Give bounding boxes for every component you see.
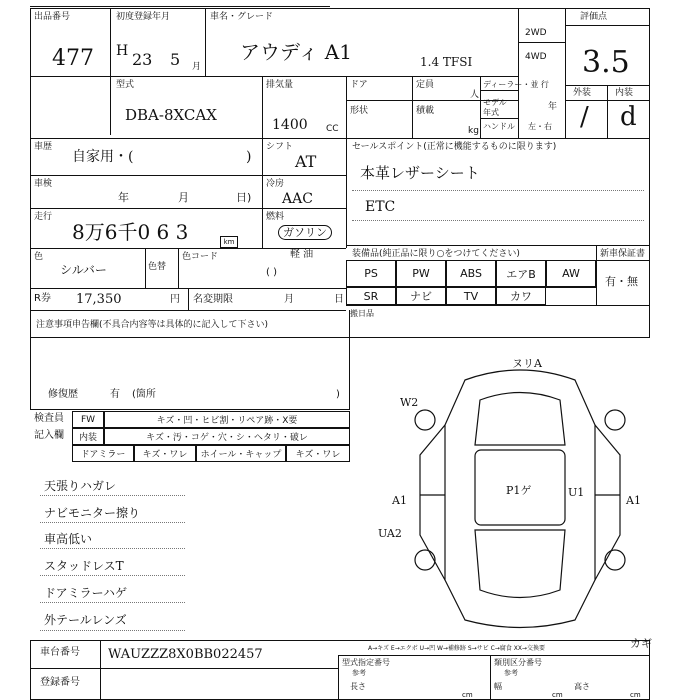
- repair-paren: (箇所: [132, 389, 156, 400]
- repair-close: ): [336, 389, 340, 400]
- name-change-day: 日: [334, 294, 344, 305]
- score-label: 評価点: [580, 12, 608, 22]
- form-cert-sub: 参考: [352, 669, 366, 677]
- remark-2: ナビモニター擦り: [44, 506, 141, 520]
- usage-close: ): [246, 149, 252, 165]
- ac-label: 冷房: [266, 179, 285, 189]
- remark-5: ドアミラーハゲ: [44, 586, 128, 600]
- model-label: 型式: [116, 80, 135, 90]
- repair-has: 有: [110, 389, 120, 400]
- dealer-label: ディーラー・並 行: [483, 80, 549, 89]
- equipment-4: AW: [546, 260, 596, 287]
- diag-label-7: UA2: [378, 527, 402, 540]
- recycle-unit: 円: [170, 294, 180, 305]
- inspection-month: 月: [178, 191, 189, 204]
- length-label: 長さ: [350, 682, 366, 691]
- capacity-unit: 人: [470, 90, 480, 100]
- recycle-label: R券: [34, 293, 51, 304]
- handle-value: 左・右: [528, 122, 552, 131]
- name-change-label: 名変期限: [193, 294, 233, 305]
- model-value: DBA-8XCAX: [125, 106, 217, 124]
- chassis-label: 車台番号: [40, 647, 80, 658]
- score-int: d: [620, 102, 637, 132]
- fuel-alt: 軽 油: [290, 249, 314, 260]
- mileage-unit: km: [220, 236, 238, 248]
- vehicle-label: 車名・グレード: [210, 12, 274, 22]
- check-row2-value: キズ・汚・コゲ・穴・シ・ヘタリ・破レ: [104, 428, 350, 445]
- score-ext-label: 外装: [573, 88, 592, 98]
- registration-no-label: 登録番号: [40, 677, 80, 688]
- displacement-value: 1400: [272, 117, 308, 133]
- drive-4wd: 4WD: [525, 52, 547, 62]
- color-value: シルバー: [60, 263, 107, 277]
- remark-6: 外テールレンズ: [44, 613, 127, 627]
- score-value: 3.5: [582, 45, 630, 80]
- equipment-1: PW: [396, 260, 446, 287]
- registration-month: 5: [170, 50, 181, 69]
- inspection-year: 年: [118, 191, 129, 204]
- door-label: ドア: [350, 80, 368, 90]
- warranty-value: 有・無: [605, 275, 638, 288]
- displacement-unit: CC: [326, 124, 339, 134]
- remark-4: スタッドレスT: [44, 559, 124, 573]
- sales-item-2: ETC: [365, 199, 396, 215]
- equipment-r2-0: SR: [346, 287, 396, 305]
- legend-extra: カギ: [630, 637, 652, 650]
- car-damage-diagram: [380, 355, 660, 640]
- recycle-value: 17,350: [76, 292, 122, 307]
- check-row1-value: キズ・凹・ヒビ割・リペア跡・X要: [104, 411, 350, 428]
- equipment-2: ABS: [446, 260, 496, 287]
- equipment-label: 装備品(純正品に限り○をつけてください): [352, 249, 520, 259]
- legend-text: A→キズ E→エクボ U→凹 W→補修跡 S→サビ C→腐食 XX→交換要: [368, 645, 545, 652]
- check-label-2: 記入欄: [34, 430, 64, 441]
- lot-label: 出品番号: [34, 12, 71, 22]
- equipment-r2-1: ナビ: [396, 287, 446, 305]
- repaint-label: 色替: [148, 262, 167, 272]
- handle-label: ハンドル: [483, 122, 515, 131]
- lot-number: 477: [52, 46, 94, 71]
- category-sub: 参考: [504, 669, 518, 677]
- diag-label-2: W2: [400, 396, 419, 409]
- equipment-0: PS: [346, 260, 396, 287]
- usage-label: 車歴: [34, 142, 53, 152]
- height-label: 高さ: [574, 682, 590, 691]
- vehicle-grade: 1.4 TFSI: [420, 55, 473, 69]
- equipment-r2-2: TV: [446, 287, 496, 305]
- remark-3: 車高低い: [44, 532, 93, 546]
- sales-item-1: 本革レザーシート: [360, 164, 480, 182]
- color-label: 色: [34, 252, 44, 262]
- height-unit: cm: [630, 691, 641, 699]
- width-label: 幅: [494, 682, 502, 691]
- diag-label-6: P1ゲ: [506, 484, 532, 497]
- usage-value: 自家用・(: [72, 149, 134, 165]
- repair-label: 修復歴: [48, 389, 78, 400]
- remark-1: 天張りハガレ: [44, 479, 117, 493]
- load-label: 積載: [416, 106, 435, 116]
- name-change-month: 月: [284, 294, 294, 305]
- shift-label: シフト: [266, 142, 294, 152]
- diag-label-3: A1: [392, 494, 407, 507]
- mileage-label: 走行: [34, 212, 53, 222]
- color-code-label: 色コード: [182, 252, 219, 262]
- form-cert-label: 型式指定番号: [342, 658, 390, 667]
- registration-era: H: [116, 43, 129, 59]
- notes-box: [30, 310, 350, 410]
- diag-label-5: U1: [568, 486, 585, 499]
- category-label: 類別区分番号: [494, 658, 542, 667]
- model-year-label: モデル年式: [483, 98, 507, 117]
- score-ext: /: [580, 102, 589, 132]
- length-unit: cm: [462, 691, 473, 699]
- delivery-label: 搬日品: [350, 309, 374, 318]
- chassis-value: WAUZZZ8X0BB022457: [108, 647, 263, 662]
- capacity-label: 定員: [416, 80, 435, 90]
- fuel-label: 燃料: [266, 212, 285, 222]
- load-unit: kg: [468, 126, 479, 136]
- inspection-day: 日): [236, 191, 252, 204]
- mileage-value: 8万6千0 6 3: [72, 220, 189, 244]
- fuel-value: ガソリン: [278, 225, 332, 240]
- vehicle-name: アウディ A1: [240, 40, 352, 64]
- warranty-label: 新車保証書: [600, 249, 646, 259]
- check-wheel: ホイール・キャップ: [196, 445, 286, 462]
- inspection-label: 車検: [34, 179, 53, 189]
- check-mirror-value: キズ・ワレ: [134, 445, 196, 462]
- score-int-label: 内装: [615, 88, 634, 98]
- check-mirror: ドアミラー: [72, 445, 134, 462]
- model-year-unit: 年: [548, 102, 558, 112]
- shape-label: 形状: [350, 106, 369, 116]
- displacement-label: 排気量: [266, 80, 294, 90]
- equipment-r2-3: カワ: [496, 287, 546, 305]
- ac-value: AAC: [282, 191, 313, 207]
- notes-label: 注意事項申告欄(不具合内容等は具体的に記入して下さい): [36, 320, 269, 330]
- check-label-1: 検査員: [34, 413, 64, 424]
- registration-label: 初度登録年月: [116, 12, 171, 22]
- diag-label-4: A1: [626, 494, 641, 507]
- check-row2-key: 内装: [72, 428, 104, 445]
- fuel-paren: ( ): [266, 267, 277, 278]
- width-unit: cm: [552, 691, 563, 699]
- registration-year: 23: [132, 50, 153, 69]
- shift-value: AT: [295, 152, 317, 171]
- equipment-3: エアB: [496, 260, 546, 287]
- registration-month-unit: 月: [192, 62, 202, 72]
- header-strip: [30, 0, 330, 7]
- drive-2wd: 2WD: [525, 28, 547, 38]
- check-row1-key: FW: [72, 411, 104, 428]
- sales-label: セールスポイント(正常に機能するものに限ります): [352, 142, 557, 152]
- check-wheel-value: キズ・ワレ: [286, 445, 350, 462]
- diag-label-1: ヌリA: [512, 357, 542, 370]
